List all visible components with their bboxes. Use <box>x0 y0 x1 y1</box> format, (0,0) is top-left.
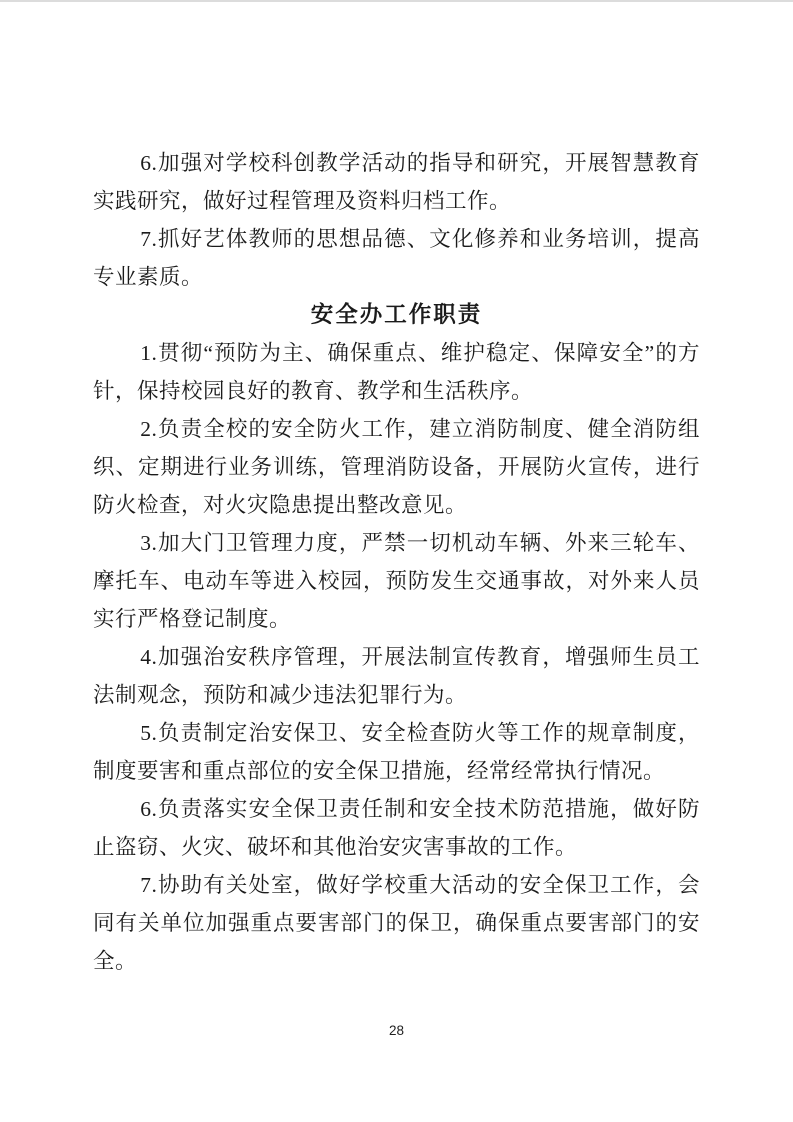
paragraph-duty-1: 1.贯彻“预防为主、确保重点、维护稳定、保障安全”的方针，保持校园良好的教育、教学和生活秩序。 <box>93 341 700 403</box>
paragraph-duty-6: 6.负责落实安全保卫责任制和安全技术防范措施，做好防止盗窃、火灾、破坏和其他治安灾害事故的工作。 <box>93 797 700 859</box>
paragraph-prev-section-6: 6.加强对学校科创教学活动的指导和研究，开展智慧教育实践研究，做好过程管理及资料归档工作。 <box>93 151 700 213</box>
section-heading: 安全办工作职责 <box>310 302 483 327</box>
page-number: 28 <box>388 1023 405 1038</box>
paragraph-duty-4: 4.加强治安秩序管理，开展法制宣传教育，增强师生员工法制观念，预防和减少违法犯罪行为。 <box>93 645 700 707</box>
page-content <box>93 144 700 980</box>
paragraph-duty-7: 7.协助有关处室，做好学校重大活动的安全保卫工作，会同有关单位加强重点要害部门的保卫，确保重点要害部门的安全。 <box>93 873 700 973</box>
paragraph-prev-section-7: 7.抓好艺体教师的思想品德、文化修养和业务培训，提高专业素质。 <box>93 227 700 289</box>
page-top-edge-line <box>0 0 793 2</box>
paragraph-duty-2: 2.负责全校的安全防火工作，建立消防制度、健全消防组织、定期进行业务训练，管理消防设备，开展防火宣传，进行防火检查，对火灾隐患提出整改意见。 <box>93 417 700 517</box>
paragraph-duty-5: 5.负责制定治安保卫、安全检查防火等工作的规章制度，制度要害和重点部位的安全保卫措施，经常经常执行情况。 <box>93 721 700 783</box>
page-footer <box>0 1022 793 1040</box>
paragraph-duty-3: 3.加大门卫管理力度，严禁一切机动车辆、外来三轮车、摩托车、电动车等进入校园，预防发生交通事故，对外来人员实行严格登记制度。 <box>93 531 700 631</box>
